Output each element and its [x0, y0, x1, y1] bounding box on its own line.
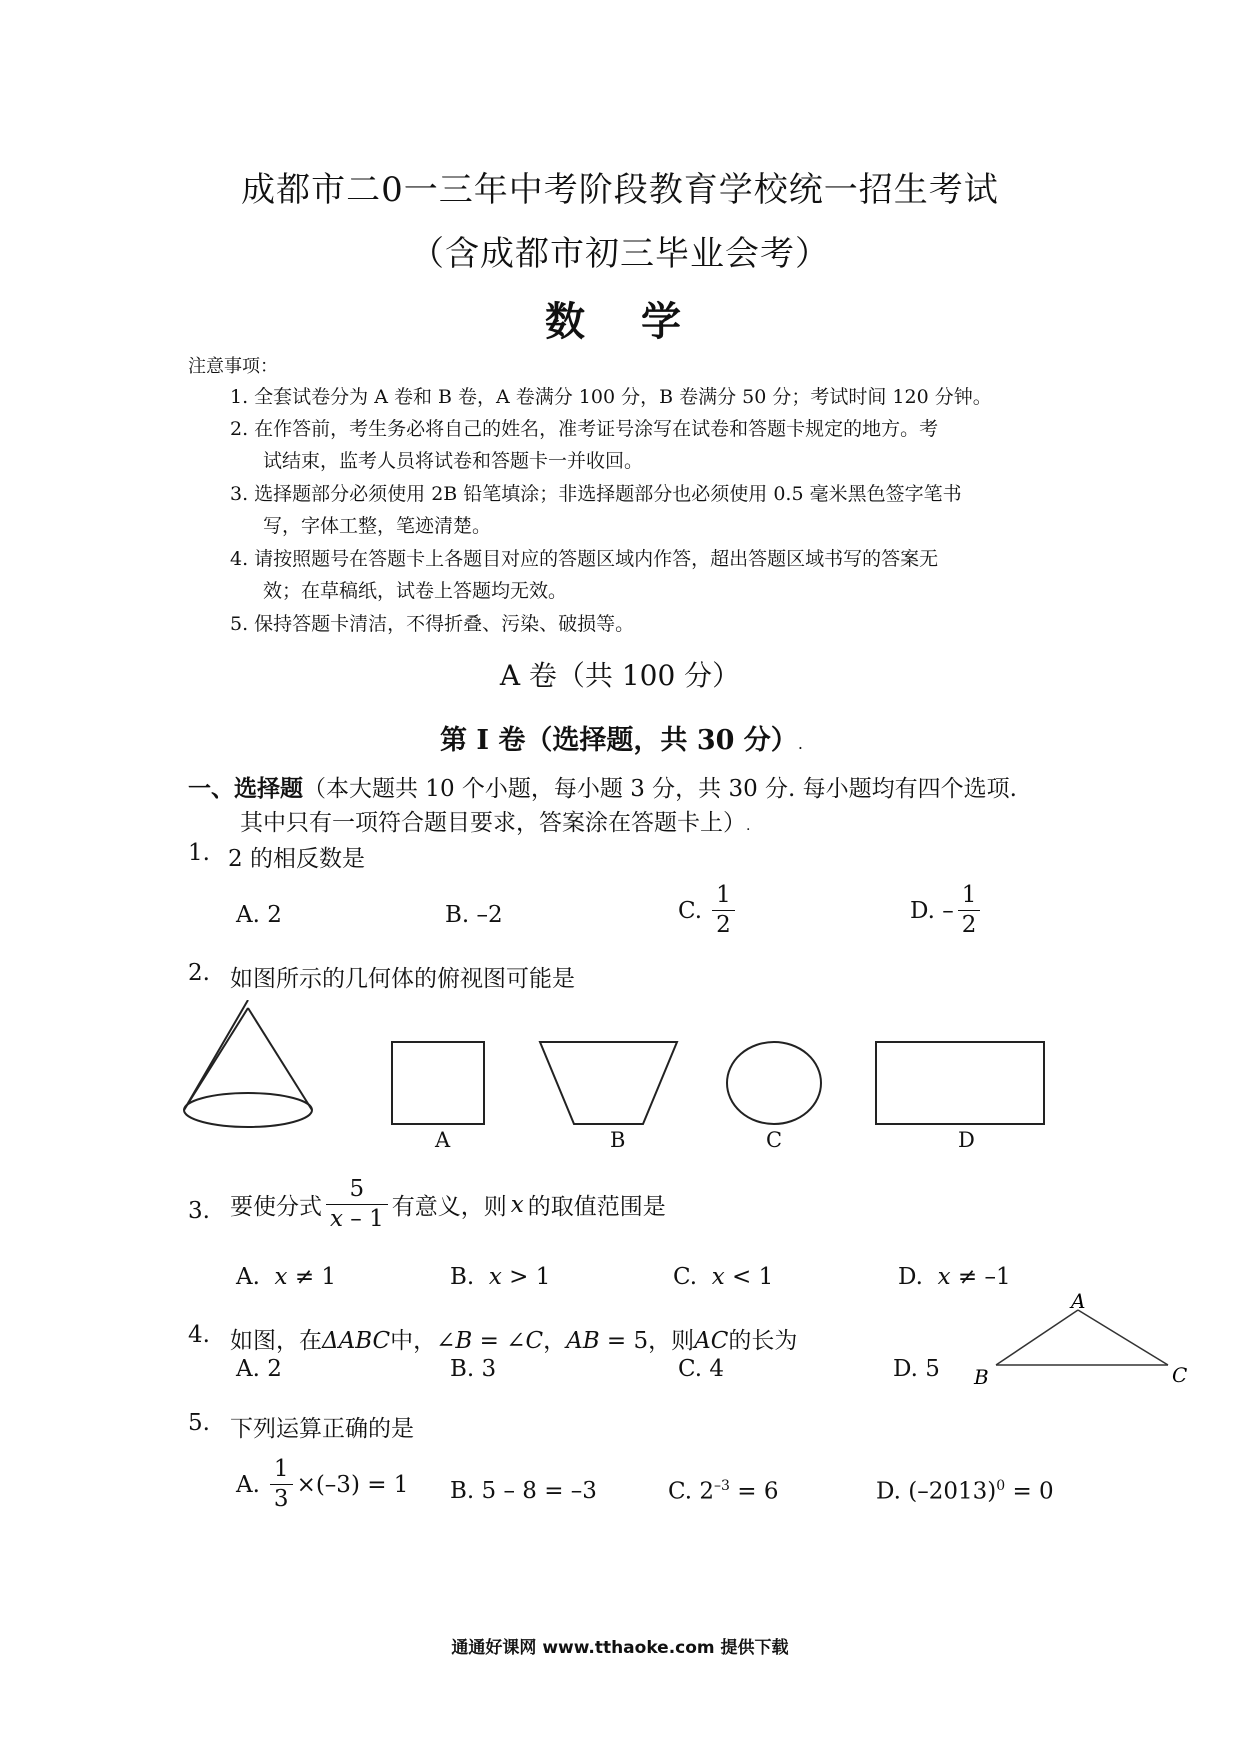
- section-a-heading: A 卷（共 100 分）: [499, 659, 741, 692]
- option-d-rectangle: [876, 1042, 1044, 1124]
- notice-item: 试结束，监考人员将试卷和答题卡一并收回。: [263, 450, 644, 472]
- q5-text: 下列运算正确的是: [230, 1416, 414, 1442]
- mcq-heading-line2: 其中只有一项符合题目要求，答案涂在答题卡上）.: [240, 810, 751, 836]
- vertex-c-label: C: [1172, 1363, 1188, 1387]
- q2-label-b: B: [610, 1128, 626, 1152]
- subject-title: 数学: [545, 298, 737, 345]
- mcq-heading: 一、选择题（本大题共 10 个小题，每小题 3 分，共 30 分. 每小题均有四个选项.: [188, 775, 1017, 802]
- notice-item: 3. 选择题部分必须使用 2B 铅笔填涂；非选择题部分也必须使用 0.5 毫米黑色签字笔书: [230, 483, 962, 505]
- footer-credit: 通通好课网 www.tthaoke.com 提供下载: [451, 1638, 789, 1658]
- q1-option-c: C. $\frac{1}{2}$: [678, 884, 739, 937]
- vertex-b-label: B: [974, 1365, 989, 1389]
- q4-number: 4.: [188, 1322, 210, 1348]
- notice-item: 5. 保持答题卡清洁，不得折叠、污染、破损等。: [230, 613, 635, 635]
- q3-option-b: B. x > 1: [450, 1264, 551, 1290]
- q4-option-b: B. 3: [450, 1356, 497, 1382]
- q4-triangle-figure: [968, 1290, 1194, 1390]
- exam-subtitle: （含成都市初三毕业会考）: [410, 234, 830, 274]
- notice-label: 注意事项：: [188, 356, 278, 377]
- q1-text: 2 的相反数是: [228, 846, 365, 872]
- q1-number: 1.: [188, 840, 210, 866]
- option-b-trapezoid: [540, 1042, 677, 1124]
- q1-option-a: A. 2: [236, 902, 282, 928]
- q3-option-a: A. x ≠ 1: [236, 1264, 337, 1290]
- notice-item: 2. 在作答前，考生务必将自己的姓名，准考证号涂写在试卷和答题卡规定的地方。考: [230, 418, 939, 440]
- exam-title: 成都市二0一三年中考阶段教育学校统一招生考试: [241, 170, 999, 210]
- q4-option-c: C. 4: [678, 1356, 725, 1382]
- q5-option-c: C. $2^{-3} = 6$: [668, 1478, 779, 1505]
- q4-option-a: A. 2: [236, 1356, 282, 1382]
- q3-option-c: C. x < 1: [673, 1264, 774, 1290]
- q2-label-a: A: [435, 1128, 451, 1152]
- cone-figure: [184, 1000, 312, 1127]
- part-1-heading: 第 I 卷（选择题，共 30 分）.: [440, 725, 803, 756]
- option-a-square: [392, 1042, 484, 1124]
- q1-option-b: B. –2: [445, 902, 503, 928]
- option-c-circle: [727, 1042, 821, 1124]
- notice-item: 效；在草稿纸，试卷上答题均无效。: [263, 580, 568, 602]
- q2-label-c: C: [766, 1128, 783, 1152]
- q2-number: 2.: [188, 960, 210, 986]
- q3-number: 3.: [188, 1198, 210, 1224]
- notice-item: 4. 请按照题号在答题卡上各题目对应的答题区域内作答，超出答题区域书写的答案无: [230, 548, 939, 570]
- q5-option-d: D. $(-2013)^0 = 0$: [876, 1478, 1054, 1505]
- q1-option-d: D. – $\frac{1}{2}$: [910, 884, 984, 937]
- q5-option-a: A. $\frac{1}{3}$ ×(–3) = 1: [236, 1456, 409, 1512]
- q4-option-d: D. 5: [893, 1356, 940, 1382]
- q3-option-d: D. x ≠ –1: [898, 1264, 1011, 1290]
- q3-text: 要使分式 $\frac{5}{x - 1}$ 有意义，则 x 的取值范围是: [230, 1176, 666, 1232]
- q5-option-b: B. 5 – 8 = –3: [450, 1478, 597, 1504]
- vertex-a-label: A: [1071, 1290, 1086, 1313]
- notice-item: 写，字体工整，笔迹清楚。: [263, 515, 492, 537]
- q4-text: 如图，在ΔABC中，∠B = ∠C，AB = 5，则AC的长为: [230, 1328, 798, 1354]
- q2-text: 如图所示的几何体的俯视图可能是: [230, 966, 575, 992]
- notice-item: 1. 全套试卷分为 A 卷和 B 卷，A 卷满分 100 分，B 卷满分 50 分；考试时间 120 分钟。: [230, 386, 992, 408]
- q2-label-d: D: [958, 1128, 975, 1152]
- q5-number: 5.: [188, 1410, 210, 1436]
